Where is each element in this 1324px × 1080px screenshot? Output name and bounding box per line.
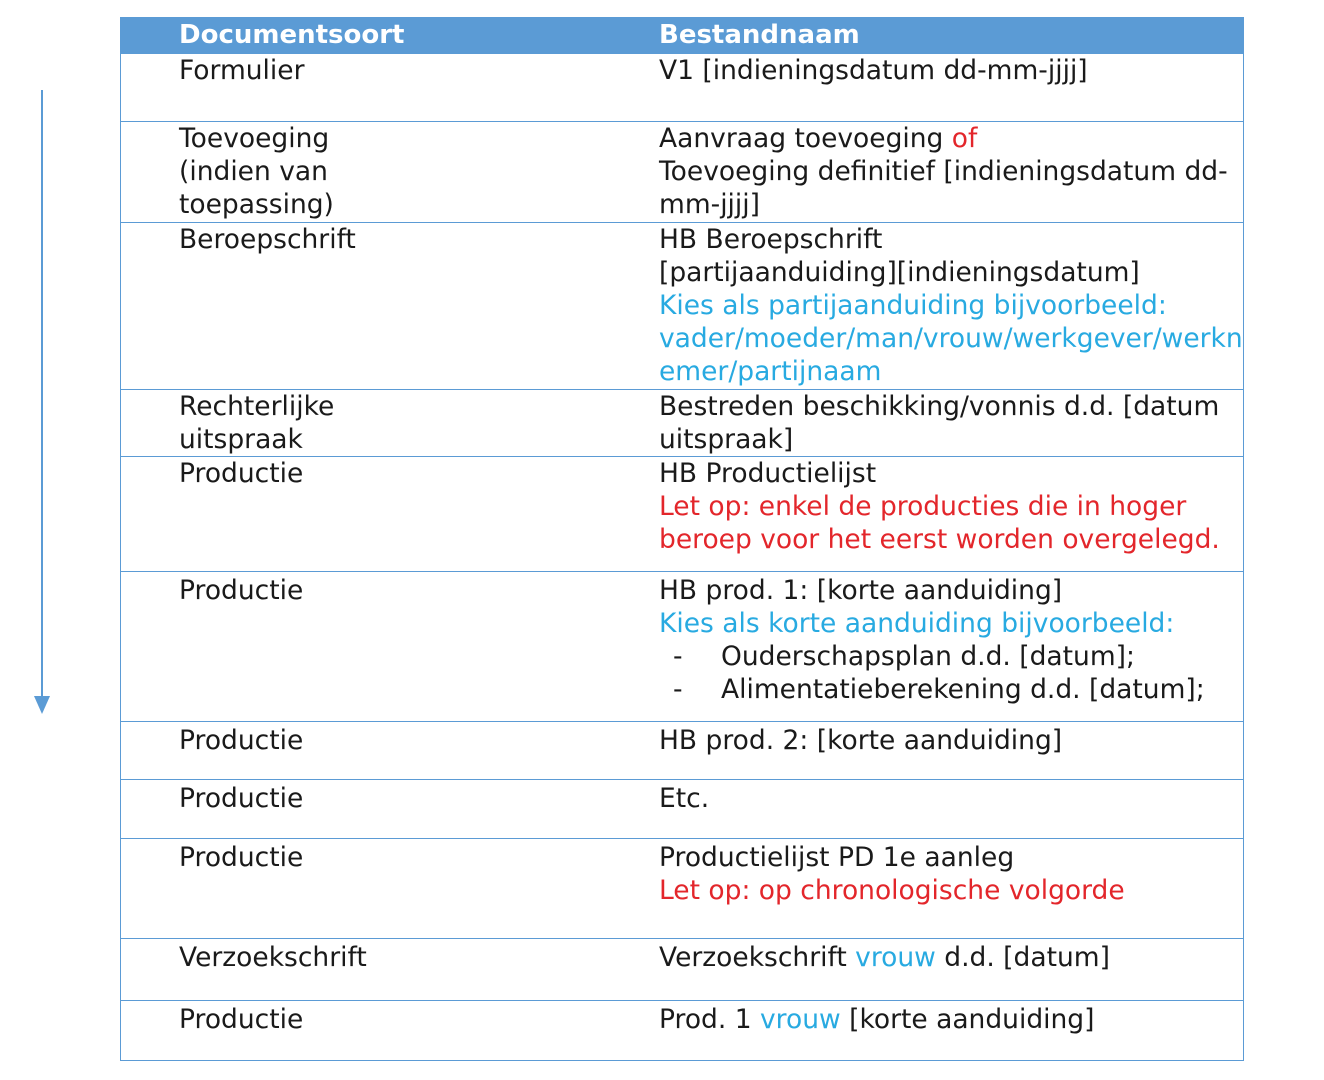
file-name-suffix: [korte aanduiding]	[840, 1004, 1095, 1035]
warning-note: beroep voor het eerst worden overgelegd.	[659, 524, 1220, 555]
table-row	[121, 54, 1244, 122]
arrow-down-icon	[34, 696, 50, 714]
doc-type: Formulier	[179, 55, 305, 86]
list-item	[659, 673, 1243, 706]
file-name-suffix: d.d. [datum]	[935, 942, 1110, 973]
party-name: vrouw	[855, 942, 936, 973]
file-name: Etc.	[659, 783, 710, 814]
file-name: HB prod. 1: [korte aanduiding]	[659, 575, 1063, 606]
bullet-text: Ouderschapsplan d.d. [datum];	[721, 641, 1135, 672]
table-row	[121, 223, 1244, 390]
header-documentsoort: Documentsoort	[121, 18, 660, 54]
bullet-dash: -	[673, 641, 683, 672]
doc-type: Productie	[179, 1004, 304, 1035]
table-row	[121, 839, 1244, 939]
doc-type: Productie	[179, 783, 304, 814]
bullet-text: Alimentatieberekening d.d. [datum];	[721, 674, 1205, 705]
table-row	[121, 722, 1244, 780]
table-row	[121, 1001, 1244, 1061]
hint-text: Kies als korte aanduiding bijvoorbeeld:	[659, 608, 1175, 639]
doc-type: Beroepschrift	[179, 224, 356, 255]
doc-type: Rechterlijke	[179, 391, 335, 422]
file-name: Prod. 1	[659, 1004, 760, 1035]
hint-text: vader/moeder/man/vrouw/werkgever/werkn	[659, 323, 1243, 354]
warning-note: Let op: op chronologische volgorde	[659, 875, 1125, 906]
file-name: V1 [indieningsdatum dd-mm-jjjj]	[659, 55, 1088, 86]
doc-type-note: toepassing)	[179, 189, 334, 220]
doc-type: uitspraak	[179, 424, 303, 455]
table-row	[121, 780, 1244, 839]
file-name: Toevoeging definitief [indieningsdatum dd-	[659, 156, 1228, 187]
order-arrow-line	[41, 90, 43, 696]
file-name: mm-jjjj]	[659, 189, 760, 220]
party-name: vrouw	[760, 1004, 841, 1035]
hint-text: emer/partijnaam	[659, 356, 882, 387]
table-row	[121, 939, 1244, 1001]
doc-type: Productie	[179, 725, 304, 756]
file-name: uitspraak]	[659, 424, 794, 455]
doc-type: Verzoekschrift	[179, 942, 367, 973]
doc-type: Productie	[179, 842, 304, 873]
or-connector: of	[951, 123, 978, 154]
list-item	[659, 640, 1243, 673]
file-name: Aanvraag toevoeging	[659, 123, 952, 154]
file-name: Verzoekschrift	[659, 942, 856, 973]
table-row	[121, 457, 1244, 572]
table-row	[121, 572, 1244, 722]
hint-text: Kies als partijaanduiding bijvoorbeeld:	[659, 290, 1167, 321]
table-row	[121, 390, 1244, 457]
header-bestandnaam: Bestandnaam	[659, 18, 1244, 54]
doc-type: Productie	[179, 575, 304, 606]
doc-type-note: (indien van	[179, 156, 328, 187]
table-header-row	[121, 18, 1244, 54]
file-name: HB Productielijst	[659, 458, 877, 489]
bullet-dash: -	[673, 674, 683, 705]
doc-type: Toevoeging	[179, 123, 330, 154]
table-row	[121, 122, 1244, 223]
doc-type: Productie	[179, 458, 304, 489]
warning-note: Let op: enkel de producties die in hoger	[659, 491, 1187, 522]
file-name: [partijaanduiding][indieningsdatum]	[659, 257, 1140, 288]
document-naming-table	[120, 17, 1244, 1061]
file-name: HB prod. 2: [korte aanduiding]	[659, 725, 1063, 756]
file-name: Bestreden beschikking/vonnis d.d. [datum	[659, 391, 1220, 422]
file-name: HB Beroepschrift	[659, 224, 883, 255]
file-name: Productielijst PD 1e aanleg	[659, 842, 1015, 873]
